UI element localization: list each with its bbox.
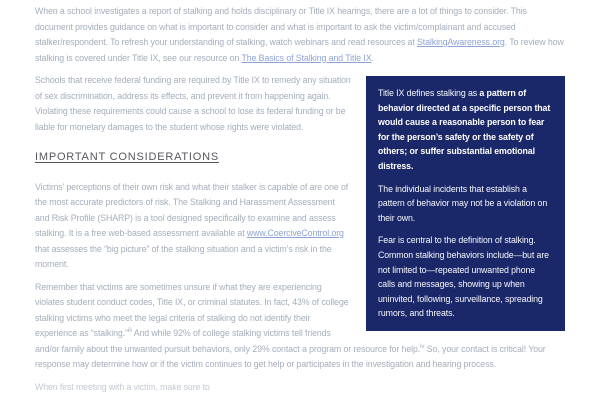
schools-funding-paragraph: Schools that receive federal funding are required by Title IX to remedy any situation of sex discrimination, address its effects, and prevent it from happening again. Violating these requirements could cause a school to lose its federal funding or be liable for monetary damages to the student whose rights were violated. xyxy=(35,75,351,132)
footnote-marker-iv: iv xyxy=(420,343,425,350)
stalking-awareness-link[interactable]: StalkingAwareness.org xyxy=(417,37,505,47)
intro-text-3: . xyxy=(371,52,374,63)
definition-paragraph xyxy=(378,86,553,174)
intro-text-2: . To review how stalking is covered under Title IX, see our resource on xyxy=(35,37,564,63)
fear-central-paragraph: Fear is central to the definition of stalking. Common stalking behaviors include—but are not limited to—repeated unwanted phone calls and messages, showing up when uninvited, following, surveillance, spreading rumors, and threats. xyxy=(378,235,549,319)
footnote-marker-iii: iii xyxy=(127,328,132,335)
definition-bold-text: a pattern of behavior directed at a specific person that would cause a reasonable person to fear for the person’s safety or the safety of others; or suffer substantial emotional distress. xyxy=(378,88,551,171)
title-ix-definition-box xyxy=(366,76,565,331)
intro-text-1: When a school investigates a report of stalking and holds disciplinary or Title IX hearings, there are a lot of things to consider. This document provides guidance on what is important to consider and what is important to ask the victim/complainant and accused stalker/respondent. To refresh your understanding of stalking, watch webinars and read resources at xyxy=(35,6,527,47)
cutoff-bottom-line: When first meeting with a victim, make sure to xyxy=(35,381,210,392)
coercive-control-link[interactable]: www.CoerciveControl.org xyxy=(246,228,344,238)
sharp-text-2: that assesses the “big picture” of the stalking situation and a victim’s risk in the moment. xyxy=(35,243,332,269)
remember-text-3: So, your contact is critical! Your response may determine how or if the victim continues to get help or participates in the investigation and hearing process. xyxy=(35,343,546,369)
sharp-text-1: Victims’ perceptions of their own risk and what their stalker is capable of are one of the most accurate predictors of risk. The Stalking and Harassment Assessment and Risk Profile (SHARP) is a tool designed specifically to examine and assess stalking. It is a free web-based assessment available at xyxy=(35,181,349,238)
definition-intro-text: Title IX defines stalking as xyxy=(378,88,480,98)
remember-text-2: And while 92% of college stalking victims tell friends and/or family about the unwanted pursuit behaviors, only 29% contact a program or resource for help. xyxy=(35,328,421,354)
basics-of-stalking-link[interactable]: The Basics of Stalking and Title IX xyxy=(241,52,372,63)
remember-text-1: Remember that victims are sometimes unsure if what they are experiencing violates student conduct codes, Title IX, or criminal statutes. In fact, 43% of college stalking victims who meet the legal criteria of stalking do not identify their experience as “stalking.” xyxy=(35,281,349,338)
individual-incidents-paragraph: The individual incidents that establish a pattern of behavior may not be a violation on their own. xyxy=(378,183,548,223)
important-considerations-heading: IMPORTANT CONSIDERATIONS xyxy=(35,151,220,163)
intro-paragraph xyxy=(35,4,565,66)
